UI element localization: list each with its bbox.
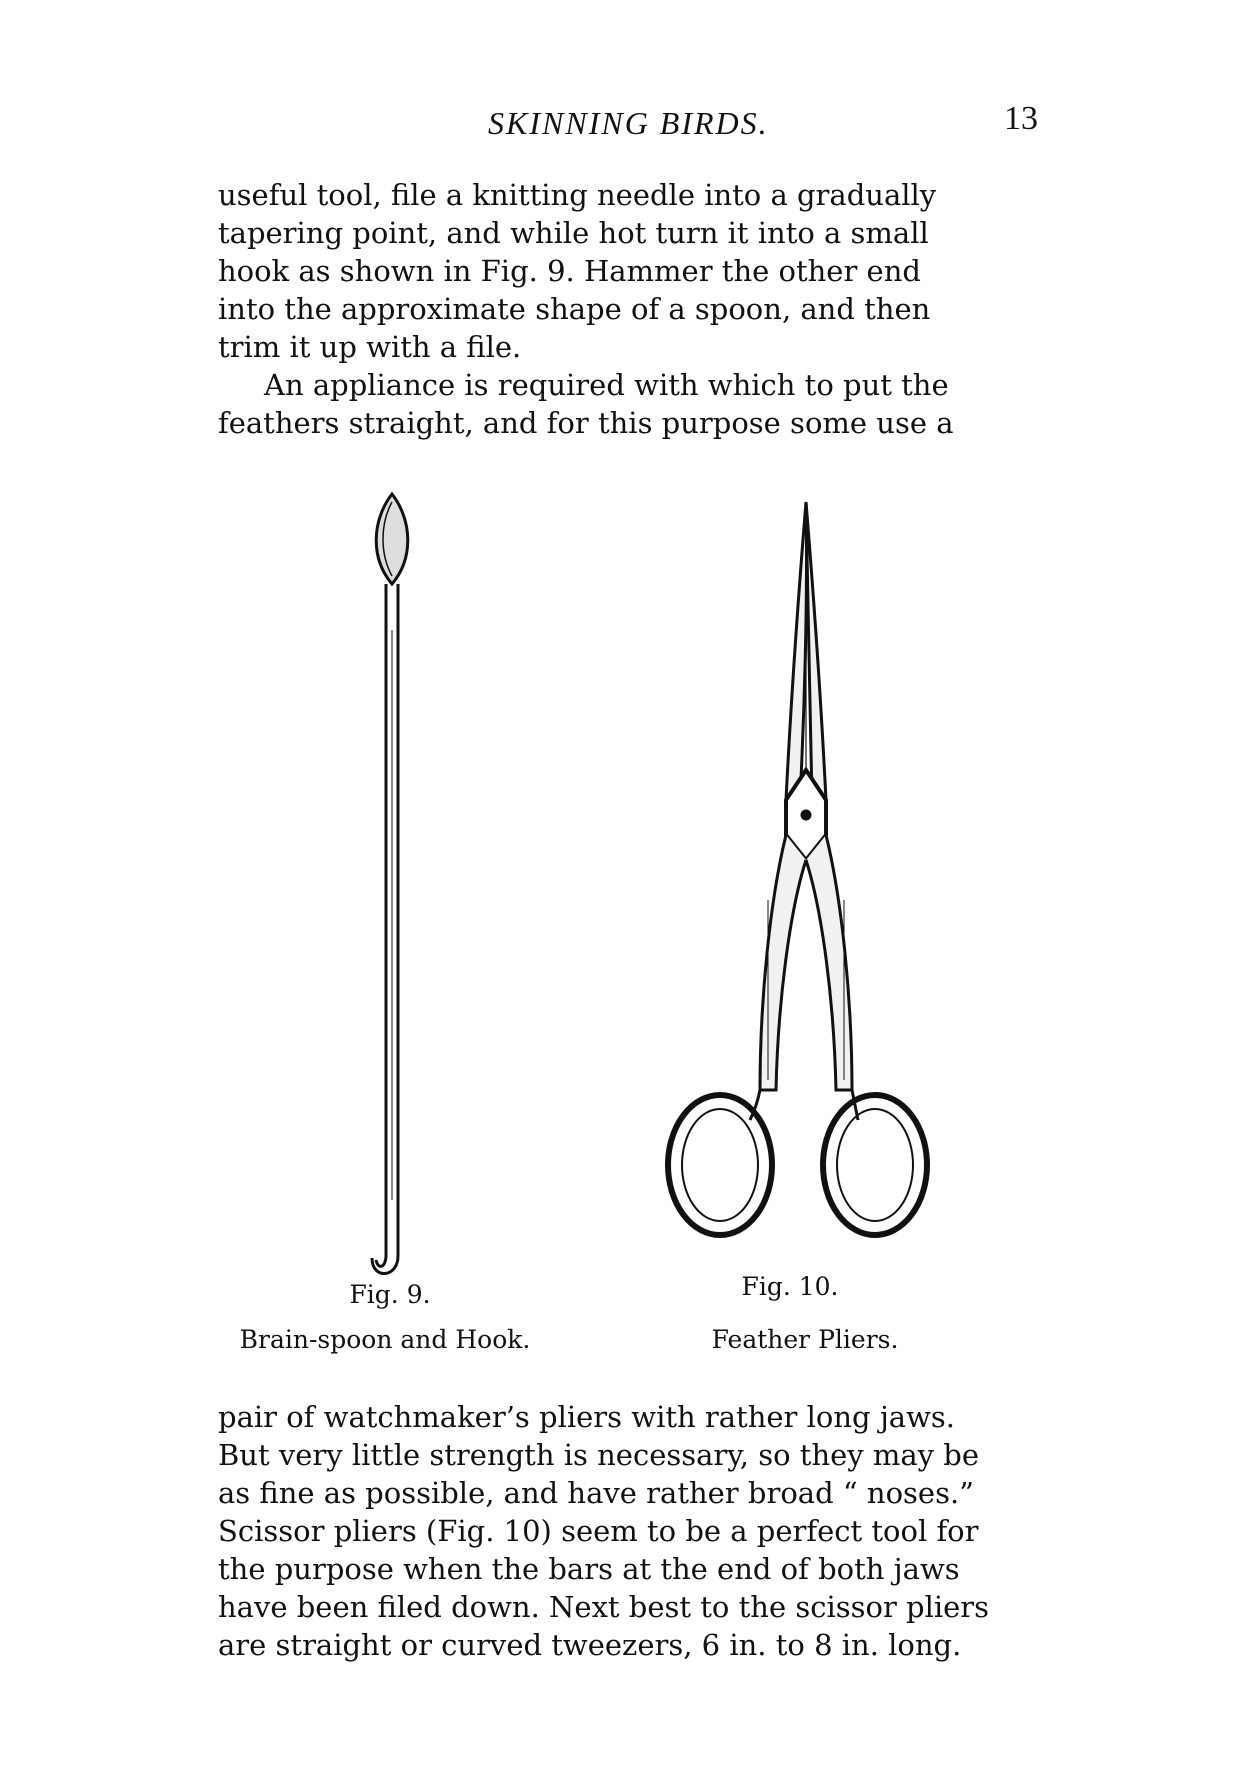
- text-line: An appliance is required with which to put the: [264, 368, 949, 402]
- figure-area: [0, 480, 1259, 1360]
- text-line: feathers straight, and for this purpose some use a: [218, 406, 954, 440]
- text-line: hook as shown in Fig. 9. Hammer the other end: [218, 254, 921, 288]
- brain-spoon-hook-illustration: [372, 494, 408, 1274]
- text-line: tapering point, and while hot turn it into a small: [218, 216, 929, 250]
- text-line: But very little strength is necessary, so they may be: [218, 1438, 980, 1472]
- feather-pliers-illustration: [668, 502, 927, 1235]
- figure-9-caption: Brain-spoon and Hook.: [239, 1325, 531, 1354]
- figure-10-caption: Feather Pliers.: [711, 1325, 899, 1354]
- text-line: into the approximate shape of a spoon, and then: [218, 292, 931, 326]
- running-title: SKINNING BIRDS.: [488, 105, 769, 141]
- text-line: have been filed down. Next best to the scissor pliers: [218, 1590, 990, 1624]
- text-line: pair of watchmaker’s pliers with rather long jaws.: [218, 1400, 956, 1434]
- page-number: 13: [1004, 100, 1038, 137]
- text-line: Scissor pliers (Fig. 10) seem to be a perfect tool for: [218, 1514, 979, 1548]
- text-line: the purpose when the bars at the end of both jaws: [218, 1552, 960, 1586]
- text-line: as fine as possible, and have rather broad “ noses.”: [218, 1476, 974, 1510]
- bottom-text-block: [218, 1398, 1042, 1664]
- top-text-block: [218, 176, 1042, 442]
- text-line: trim it up with a file.: [218, 330, 522, 364]
- text-line: useful tool, file a knitting needle into a gradually: [218, 178, 937, 212]
- text-line: are straight or curved tweezers, 6 in. to 8 in. long.: [218, 1628, 962, 1662]
- figure-9-number: Fig. 9.: [349, 1280, 431, 1309]
- figure-10-number: Fig. 10.: [741, 1272, 839, 1301]
- figures-illustration: [0, 480, 1259, 1360]
